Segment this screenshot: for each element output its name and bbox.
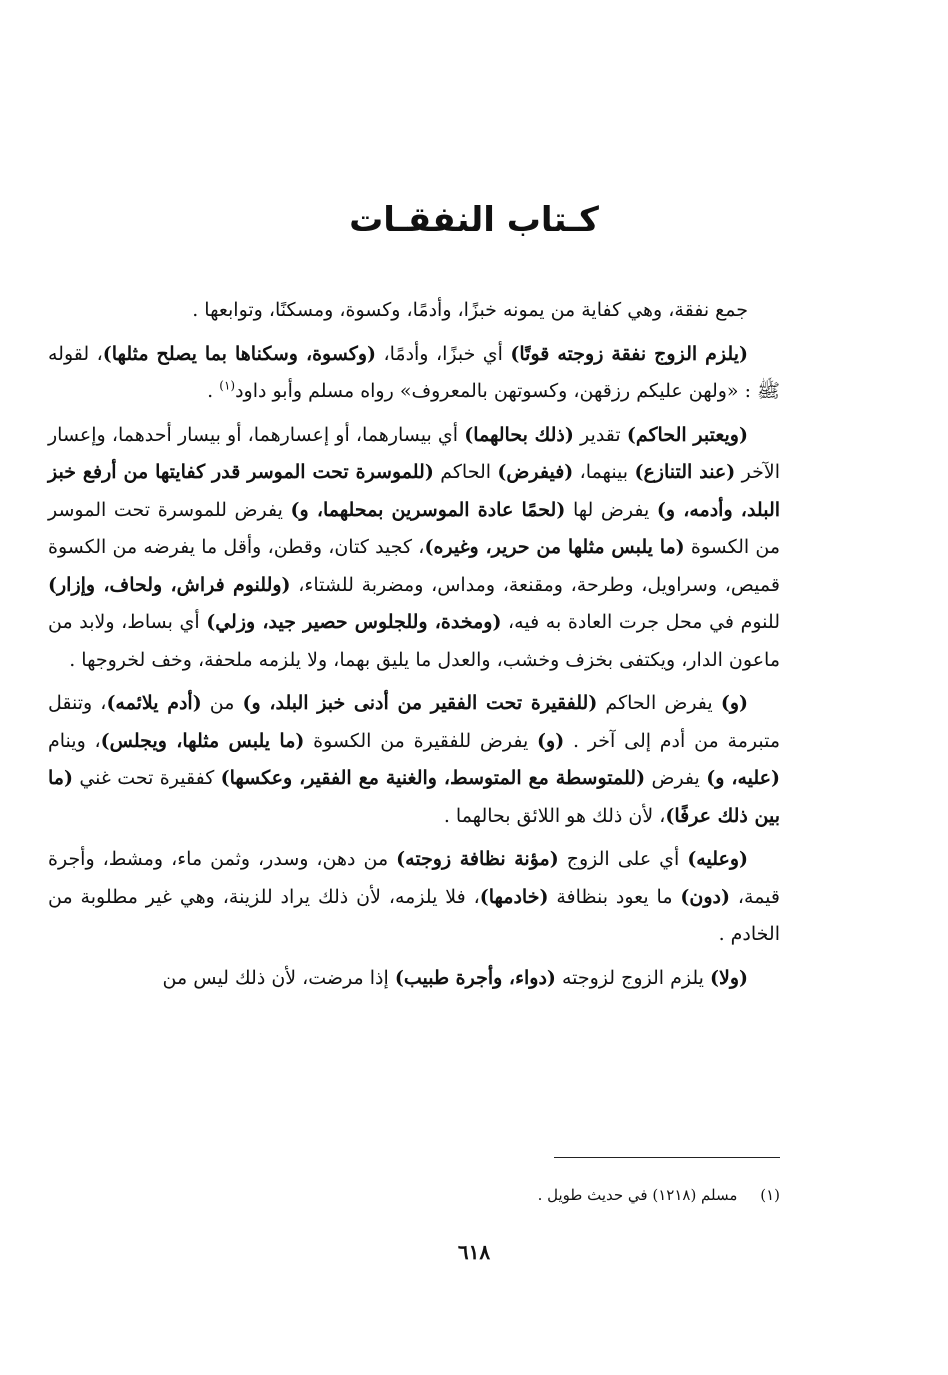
matn-text: (للفقيرة تحت الفقير من أدنى خبز البلد، و) — [242, 692, 598, 714]
commentary-text: ، لأن ذلك هو اللائق بحالهما . — [443, 804, 666, 827]
commentary-text: ، فلا يلزمه، لأن ذلك يراد للزينة، وهي غير مطلوبة من الخادم . — [48, 885, 780, 945]
body-text — [48, 292, 780, 1003]
matn-text: (لحمًا عادة الموسرين بمحلهما، و) — [290, 498, 566, 521]
footnote-reference: (١) — [219, 378, 236, 393]
matn-text: (يلزم الزوج نفقة زوجته قوتًا) — [510, 342, 748, 365]
matn-text: (للموسرة تحت الموسر قدر كفايتها من أرفع خبز البلد، وأدمه، و) — [48, 461, 781, 521]
matn-text: (عليه، و) — [706, 767, 780, 789]
matn-text: (عند التنازع) — [634, 461, 736, 483]
commentary-text: جمع نفقة، وهي كفاية من يمونه خبزًا، وأدمًا، وكسوة، ومسكنًا، وتوابعها . — [192, 299, 748, 321]
paragraph-5 — [48, 841, 780, 954]
matn-text: (و) — [537, 729, 565, 752]
commentary-text: يفرض للموسرة تحت الموسر من الكسوة — [48, 498, 781, 558]
commentary-text: ، كجيد كتان، وقطن، وأقل ما يفرضه من الكسوة قميص، وسراويل، وطرحة، ومقنعة، ومداس، ومضربة للشتاء، — [48, 536, 780, 596]
commentary-text: يفرض للفقيرة من الكسوة — [304, 729, 538, 752]
footnote-divider — [554, 1157, 780, 1158]
commentary-text: بينهما، — [573, 461, 635, 483]
paragraph-1 — [48, 292, 780, 330]
commentary-text: ما يعود بنظافة — [548, 885, 681, 908]
matn-text: (خادمها) — [479, 885, 549, 908]
commentary-text: ، وينام — [48, 729, 101, 752]
footnote — [538, 1186, 780, 1204]
footnote-text: مسلم (١٢١٨) في حديث طويل . — [537, 1186, 738, 1204]
matn-text: (دواء، وأجرة طبيب) — [394, 966, 556, 989]
matn-text: (دون) — [680, 885, 730, 908]
commentary-text: يلزم الزوج لزوجته — [555, 966, 710, 989]
commentary-text: أي بساط، ولابد من ماعون الدار، ويكتفى بخزف وخشب، والعدل ما يليق بهما، ولا يلزمه ملحفة، وخف لخروجها . — [48, 611, 780, 671]
footnote-number: (١) — [760, 1186, 780, 1204]
matn-text: (وللنوم فراش، ولحاف، وإزار) — [48, 573, 291, 596]
matn-text: (و) — [720, 692, 748, 714]
commentary-text: من دهن، وسدر، وثمن ماء، ومشط، وأجرة قيمة، — [48, 848, 781, 908]
commentary-text: تقدير — [573, 423, 627, 446]
commentary-text: يفرض لها — [565, 498, 657, 521]
commentary-text: يفرض الحاكم — [597, 692, 721, 714]
commentary-text: من — [201, 692, 243, 714]
matn-text: (ما يلبس مثلها، ويجلس) — [100, 729, 305, 752]
commentary-text: الحاكم — [433, 461, 498, 483]
matn-text: (مؤنة نظافة زوجته) — [396, 848, 559, 870]
matn-text: (ذلك بحالهما) — [464, 423, 574, 446]
matn-text: (وكسوة، وسكناها بما يصلح مثلها) — [102, 342, 377, 365]
matn-text: (أدم يلائمه) — [106, 692, 202, 714]
page-number: ٦١٨ — [457, 1240, 491, 1264]
matn-text: (ما يلبس مثلها من حرير، وغيره) — [424, 536, 685, 558]
matn-text: (للمتوسطة مع المتوسط، والغنية مع الفقير، وعكسها) — [220, 767, 646, 789]
chapter-title: كـتاب النفقـات — [349, 200, 599, 240]
matn-text: (ما بين ذلك عرفًا) — [48, 767, 780, 827]
commentary-text: للنوم في محل جرت العادة به فيه، — [501, 611, 780, 633]
paragraph-3 — [48, 417, 780, 680]
paragraph-2 — [48, 336, 780, 411]
commentary-text: أي خبزًا، وأدمًا، — [376, 342, 511, 365]
paragraph-6 — [48, 960, 780, 998]
commentary-text: أي بيسارهما، أو إعسارهما، أو بيسار أحدهما، وإعسار الآخر — [48, 423, 780, 483]
commentary-text: كفقيرة تحت غني — [72, 767, 221, 789]
commentary-text: أي على الزوج — [558, 848, 688, 870]
matn-text: (وعليه) — [687, 848, 749, 870]
matn-text: (ولا) — [710, 966, 748, 989]
commentary-text: يفرض — [645, 767, 707, 789]
commentary-text: إذا مرضت، لأن ذلك ليس من — [162, 966, 395, 989]
commentary-text: ، وتنقل متبرمة من أدم إلى آخر . — [48, 692, 781, 752]
paragraph-4 — [48, 685, 780, 835]
matn-text: (ومخدة، وللجلوس حصير جيد، وزلي) — [206, 611, 502, 633]
commentary-text: . — [207, 380, 220, 402]
matn-text: (ويعتبر الحاكم) — [626, 423, 748, 446]
commentary-text: ، لقوله ﷺ : «ولهن عليكم رزقهن، وكسوتهن بالمعروف» رواه مسلم وأبو داود — [48, 342, 780, 402]
matn-text: (فيفرض) — [497, 461, 574, 483]
